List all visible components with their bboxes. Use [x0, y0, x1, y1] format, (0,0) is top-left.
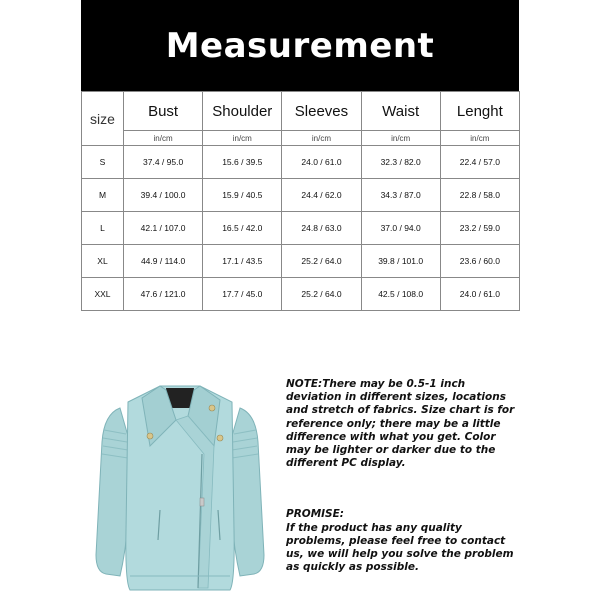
table-cell: 17.1 / 43.5: [203, 245, 282, 278]
table-cell: 15.6 / 39.5: [203, 146, 282, 179]
jacket-illustration: [80, 350, 280, 600]
size-label: L: [82, 212, 124, 245]
table-cell: 37.4 / 95.0: [124, 146, 203, 179]
table-cell: 42.5 / 108.0: [361, 278, 440, 311]
size-label: XXL: [82, 278, 124, 311]
notes-section: [286, 378, 516, 574]
size-label: XL: [82, 245, 124, 278]
column-header-shoulder: Shoulder: [203, 92, 282, 131]
column-header-bust: Bust: [124, 92, 203, 131]
table-row: [82, 179, 520, 212]
table-cell: 16.5 / 42.0: [203, 212, 282, 245]
table-cell: 23.6 / 60.0: [440, 245, 519, 278]
unit-label: in/cm: [440, 131, 519, 146]
table-cell: 44.9 / 114.0: [124, 245, 203, 278]
table-cell: 17.7 / 45.0: [203, 278, 282, 311]
table-cell: 23.2 / 59.0: [440, 212, 519, 245]
size-chart-table: [81, 91, 520, 311]
table-cell: 24.0 / 61.0: [440, 278, 519, 311]
size-label: S: [82, 146, 124, 179]
table-row: [82, 146, 520, 179]
table-cell: 32.3 / 82.0: [361, 146, 440, 179]
table-cell: 25.2 / 64.0: [282, 278, 361, 311]
unit-row: [82, 131, 520, 146]
header-row: [82, 92, 520, 131]
table-cell: 39.8 / 101.0: [361, 245, 440, 278]
table-cell: 24.8 / 63.0: [282, 212, 361, 245]
table-cell: 34.3 / 87.0: [361, 179, 440, 212]
table-cell: 47.6 / 121.0: [124, 278, 203, 311]
size-label: M: [82, 179, 124, 212]
note-text: NOTE:There may be 0.5-1 inch deviation in different sizes, locations and stretch of fabrics. Size chart is for reference only; there may be a little difference with what you get. Color may be lighter or darker due to the different PC display.: [286, 378, 515, 470]
product-image: [80, 350, 280, 600]
table-row: [82, 278, 520, 311]
table-cell: 42.1 / 107.0: [124, 212, 203, 245]
page-title: Measurement: [165, 25, 435, 66]
promise-text: If the product has any quality problems, please feel free to contact us, we will help you solve the problem as quickly as possible.: [286, 521, 514, 574]
unit-label: in/cm: [203, 131, 282, 146]
promise-title: PROMISE:: [286, 508, 344, 521]
unit-label: in/cm: [361, 131, 440, 146]
table-cell: 22.4 / 57.0: [440, 146, 519, 179]
column-header-waist: Waist: [361, 92, 440, 131]
table-row: [82, 212, 520, 245]
title-banner: [81, 0, 519, 91]
unit-label: in/cm: [124, 131, 203, 146]
size-column-header: size: [82, 92, 124, 146]
table-cell: 24.4 / 62.0: [282, 179, 361, 212]
table-cell: 22.8 / 58.0: [440, 179, 519, 212]
unit-label: in/cm: [282, 131, 361, 146]
table-row: [82, 245, 520, 278]
table-cell: 24.0 / 61.0: [282, 146, 361, 179]
table-cell: 37.0 / 94.0: [361, 212, 440, 245]
column-header-length: Lenght: [440, 92, 519, 131]
table-cell: 39.4 / 100.0: [124, 179, 203, 212]
column-header-sleeves: Sleeves: [282, 92, 361, 131]
table-cell: 15.9 / 40.5: [203, 179, 282, 212]
table-cell: 25.2 / 64.0: [282, 245, 361, 278]
